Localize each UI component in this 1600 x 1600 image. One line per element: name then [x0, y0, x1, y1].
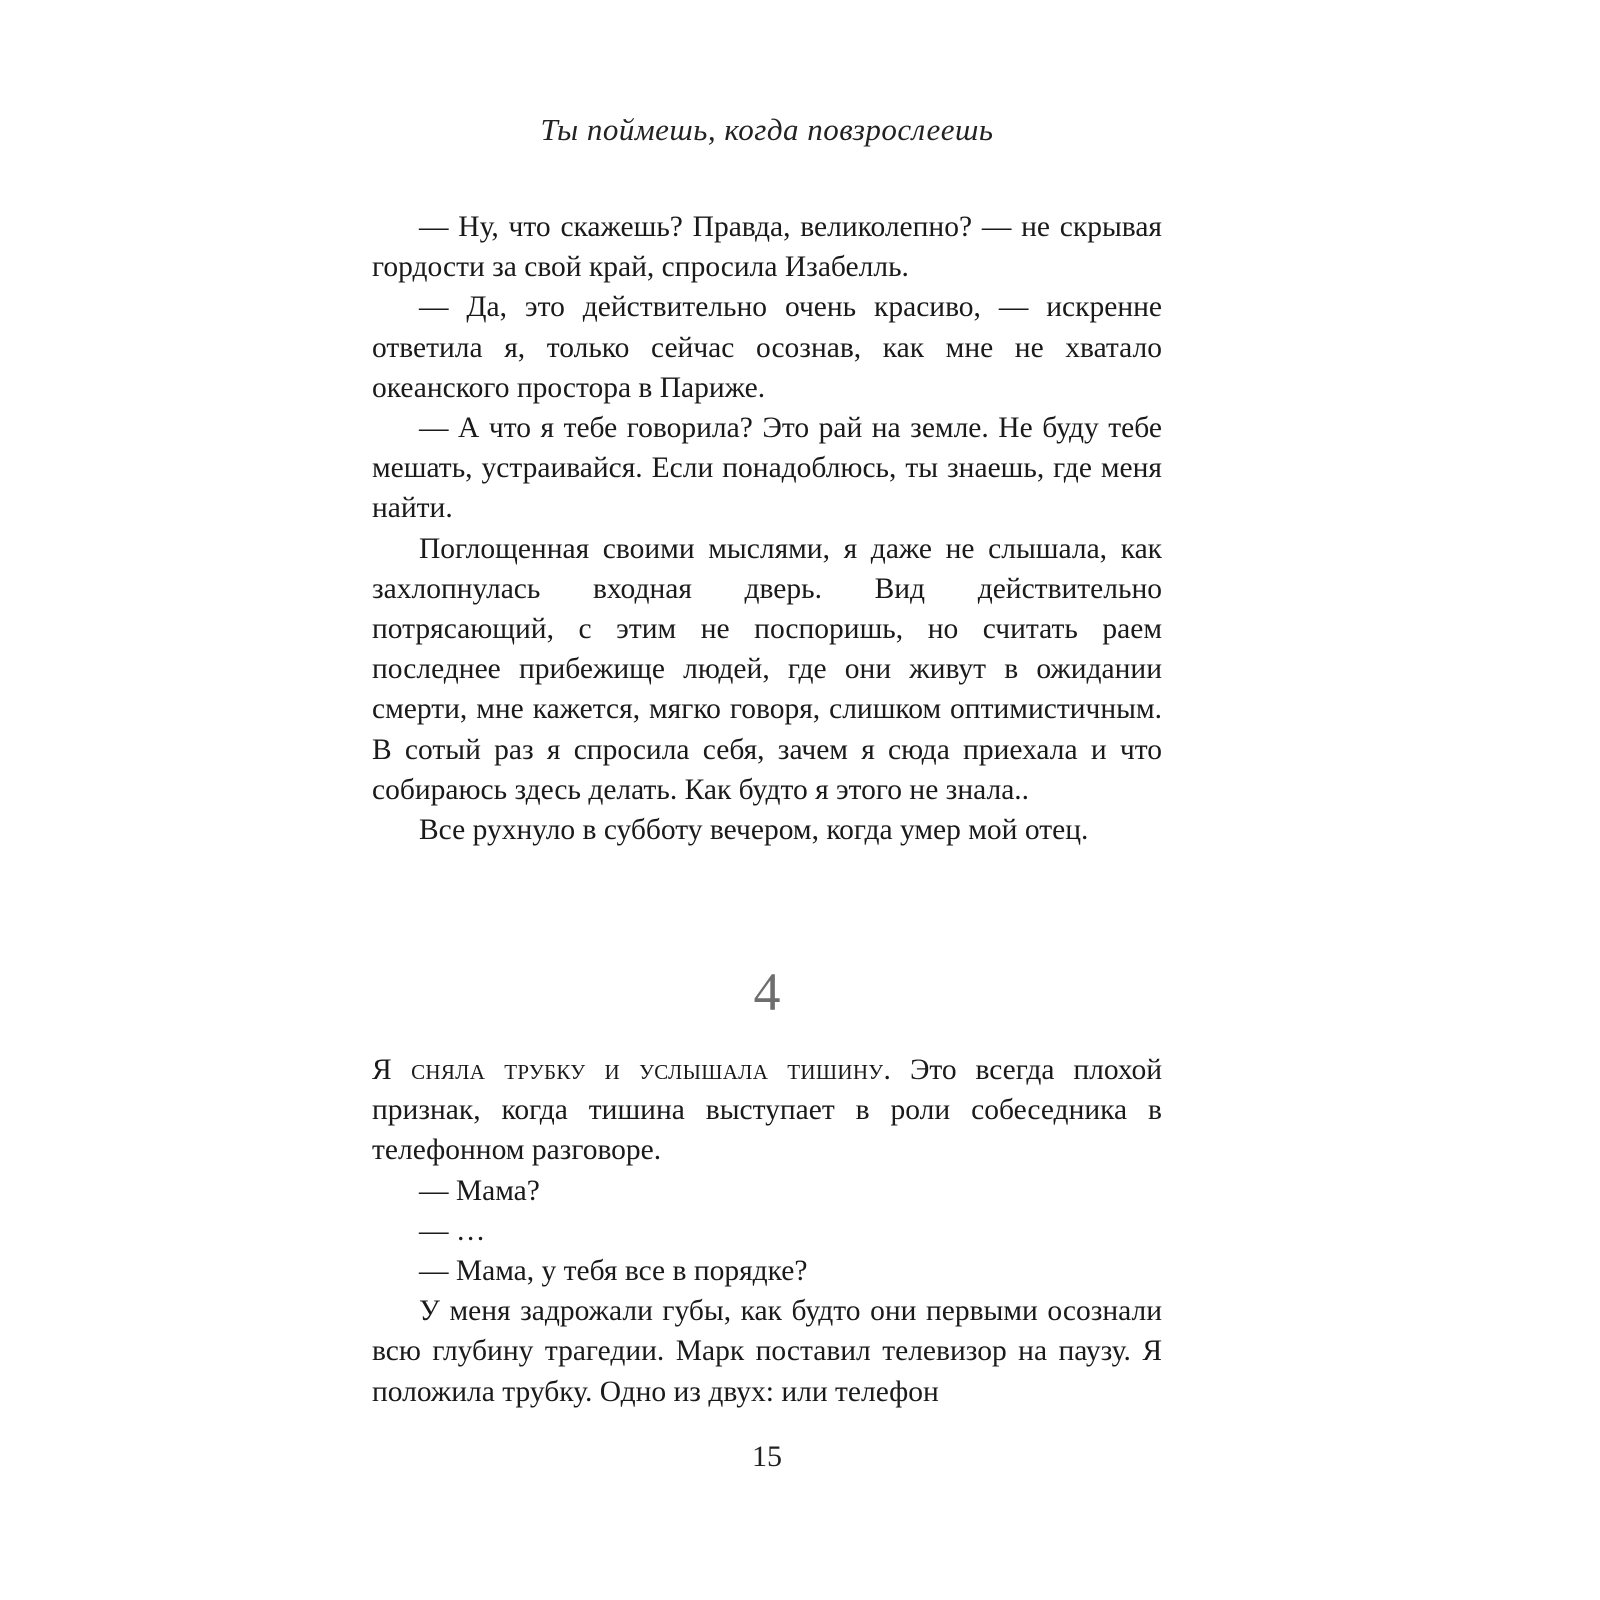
paragraph: — … — [419, 1214, 486, 1247]
chapter-text — [372, 1050, 1162, 1412]
paragraph: Поглощенная своими мыслями, я даже не слышала, как захлопнулась входная дверь. Вид действительно потрясающий, с этим не поспоришь, но считать раем последнее прибежище людей, где они живут в ожидании смерти, мне кажется, мягко говоря, слишком оптимистичным. В сотый раз я спросила себя, зачем я сюда приехала и что собираюсь здесь делать. Как будто я этого не знала.. — [372, 532, 1162, 806]
paragraph: — Мама, у тебя все в порядке? — [419, 1255, 808, 1288]
paragraph: — Ну, что скажешь? Правда, великолепно? — не скрывая гордости за свой край, спросила Изабелль. — [372, 211, 1162, 284]
chapter-number: 4 — [753, 962, 781, 1022]
page-number: 15 — [752, 1440, 782, 1473]
chapter-opening-rest: Это всегда плохой признак, когда тишина выступает в роли собеседника в телефонном разговоре. — [372, 1054, 1162, 1167]
paragraph: — Мама? — [419, 1174, 540, 1207]
section-text — [372, 207, 1162, 850]
running-head: Ты поймешь, когда повзрослеешь — [540, 112, 994, 147]
book-page — [372, 0, 1162, 1600]
chapter-opening-lead: Я сняла трубку и услышала тишину. — [372, 1054, 892, 1086]
paragraph: — Да, это действительно очень красиво, — искренне ответила я, только сейчас осознав, как мне не хватало океанского простора в Париже. — [372, 291, 1162, 404]
paragraph: — А что я тебе говорила? Это рай на земле. Не буду тебе мешать, устраивайся. Если понадоблюсь, ты знаешь, где меня найти. — [372, 412, 1162, 525]
paragraph: У меня задрожали губы, как будто они первыми осознали всю глубину трагедии. Марк поставил телевизор на паузу. Я положила трубку. Одно из двух: или телефон — [372, 1295, 1162, 1408]
paragraph: Все рухнуло в субботу вечером, когда умер мой отец. — [419, 814, 1089, 847]
chapter-opening-paragraph — [372, 1050, 1162, 1171]
